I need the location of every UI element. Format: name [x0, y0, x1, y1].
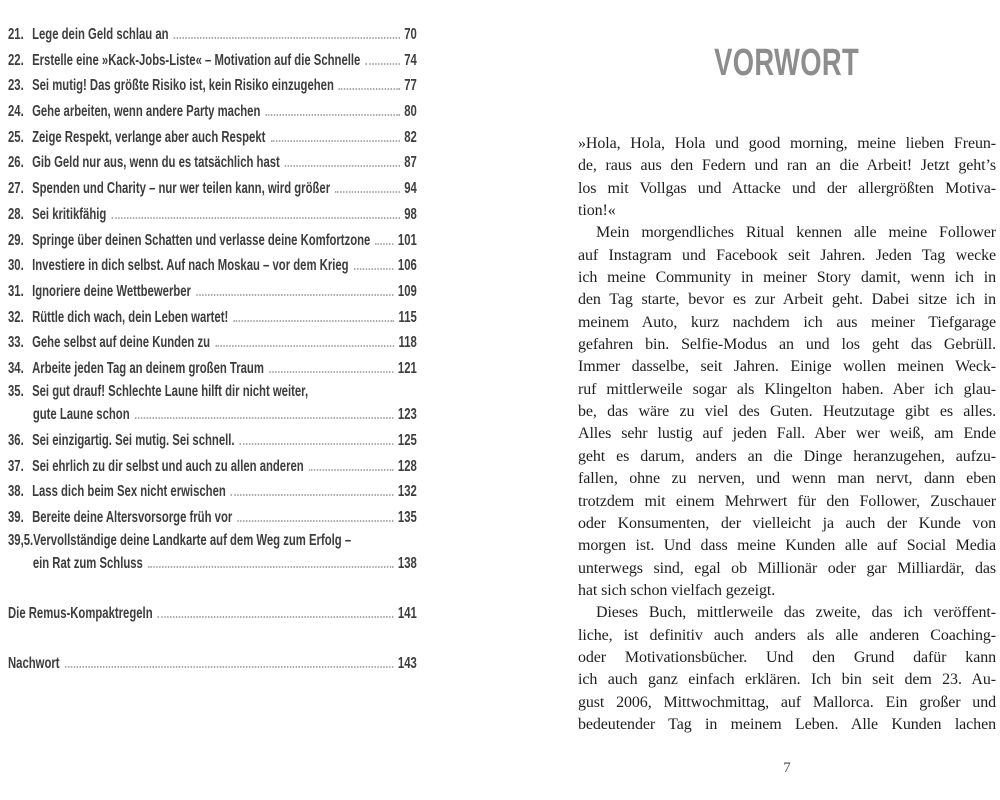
toc-entry-page: 80 — [404, 103, 417, 121]
body-line: ruf mittlerweile sogar als Klingelton haben. Aber ich glau- — [578, 380, 996, 398]
toc-entry-title: Vervollständige deine Landkarte auf dem Weg zum Erfolg – — [33, 531, 352, 549]
toc-entry-page: 98 — [404, 205, 417, 223]
toc-entry-title: Spenden und Charity – nur wer teilen kann, wird größer — [32, 180, 331, 198]
toc-entry-number: 29. — [8, 231, 24, 249]
toc-extra-page: 143 — [397, 655, 417, 673]
toc-entry — [8, 330, 417, 356]
toc-entry-page: 118 — [398, 334, 417, 352]
toc-entry-title: Erstelle eine »Kack-Jobs-Liste« – Motivation auf die Schnelle — [32, 51, 361, 69]
body-line: meinem Auto, kurz nachdem ich aus meiner Tiefgarage — [578, 313, 996, 331]
body-line: Immer dasselbe, seit Jahren. Einige wollen meinen Weck- — [578, 358, 996, 376]
body-line: liche, ist definitiv auch anders als alle anderen Coaching- — [578, 626, 996, 644]
toc-entry — [8, 150, 417, 176]
toc-entry — [8, 202, 417, 228]
body-line: morgen ist. Und dass meine Kunden alle auf Social Media — [578, 537, 996, 555]
body-line: trotzdem mit einem Mehrwert für den Follower, Zuschauer — [578, 492, 996, 510]
body-line: Mein morgendliches Ritual kennen alle meine Follower — [596, 224, 996, 242]
toc-entry-page: 101 — [397, 231, 417, 249]
toc-entry-number: 22. — [8, 51, 24, 69]
toc-entry-page: 138 — [397, 555, 417, 573]
toc-entry-title: Gehe arbeiten, wenn andere Party machen — [32, 103, 261, 121]
toc-entry-number: 33. — [8, 334, 24, 352]
toc-entry-page: 125 — [397, 431, 417, 449]
dot-leader — [354, 268, 394, 270]
body-line: Alles sehr lustig auf jeden Fall. Aber wer weiß, am Ende — [578, 425, 996, 443]
dot-leader — [269, 371, 394, 373]
dot-leader — [237, 520, 393, 522]
body-line: oder Motivationsbücher. Und den Grund dafür kann — [578, 648, 996, 666]
toc-entry-title: Lass dich beim Sex nicht erwischen — [32, 483, 226, 501]
toc-entry-continuation — [8, 551, 417, 577]
toc-entry-number: 30. — [8, 257, 24, 275]
toc-entry-page: 106 — [397, 257, 417, 275]
toc-entry — [8, 125, 417, 151]
dot-leader — [231, 494, 394, 496]
toc-entry — [8, 531, 417, 552]
toc-scale-wrapper — [8, 22, 417, 677]
toc-entry-title: Ignoriere deine Wettbewerber — [32, 282, 191, 300]
body-line: oder Konsumenten, der vielleicht ja auch der Kunde von — [578, 514, 996, 532]
dot-leader — [335, 191, 400, 193]
toc-entry-title: Gib Geld nur aus, wenn du es tatsächlich hast — [32, 154, 280, 172]
toc-entry-number: 24. — [8, 103, 24, 121]
toc-entry-title: Sei kritikfähig — [32, 205, 107, 223]
dot-leader — [309, 469, 394, 471]
toc-entry-title: Lege dein Geld schlau an — [32, 26, 169, 43]
toc-entry-page: 70 — [404, 26, 417, 43]
dot-leader — [215, 345, 394, 347]
toc-entry-page: 132 — [397, 483, 417, 501]
body-line: de, raus aus den Federn und ran an die Arbeit! Jetzt geht’s — [578, 157, 996, 175]
toc-entry-title: Springe über deinen Schatten und verlasse deine Komfortzone — [32, 231, 371, 249]
toc-entry — [8, 382, 417, 403]
toc-entry — [8, 48, 417, 74]
toc-entry — [8, 505, 417, 531]
toc-entry-number: 37. — [8, 457, 24, 475]
body-line: Dieses Buch, mittlerweile das zweite, das ich veröffent- — [596, 604, 996, 622]
toc-entry-title: Sei gut drauf! Schlechte Laune hilft dir nicht weiter, — [32, 382, 309, 400]
body-line: los mit Vollgas und Attacke und der allergrößten Motiva- — [578, 179, 996, 197]
body-line: ich auch ganz einfach erklären. Ich bin seit dem 23. Au- — [578, 671, 996, 689]
toc-entry-title: Investiere in dich selbst. Auf nach Moskau – vor dem Krieg — [32, 257, 349, 275]
body-line: hat sich schon vielfach gezeigt. — [578, 581, 776, 599]
toc-entry — [8, 99, 417, 125]
toc-entry-page: 87 — [404, 154, 417, 172]
body-line: auf Instagram und Facebook seit Jahren. Jeden Tag wecke — [578, 246, 996, 264]
toc-entry — [8, 279, 417, 305]
toc-entry-number: 27. — [8, 180, 24, 198]
toc-entry-title: Sei mutig! Das größte Risiko ist, kein Risiko einzugehen — [32, 77, 334, 95]
toc-entry-number: 28. — [8, 205, 24, 223]
dot-leader — [365, 63, 399, 65]
body-line: be, das wäre zu viel des Guten. Heutzutage gibt es alles. — [578, 403, 996, 421]
toc-list — [8, 22, 417, 677]
toc-entry-number: 32. — [8, 308, 24, 326]
toc-extra-title: Die Remus-Kompaktregeln — [8, 605, 153, 623]
toc-entry-page: 82 — [404, 128, 417, 146]
toc-entry-page: 123 — [397, 406, 417, 424]
toc-entry-number: 23. — [8, 77, 24, 95]
toc-entry-title: Sei einzigartig. Sei mutig. Sei schnell. — [32, 431, 235, 449]
toc-entry-title: Bereite deine Altersvorsorge früh vor — [32, 508, 233, 526]
toc-entry-number: 35. — [8, 382, 24, 400]
toc-page — [8, 22, 417, 782]
toc-entry-title-line2: gute Laune schon — [32, 406, 130, 424]
toc-entry-page: 74 — [404, 51, 417, 69]
toc-entry-number: 39,5. — [8, 531, 34, 549]
dot-leader — [135, 417, 394, 419]
body-line: gefahren bin. Selfie-Modus an und los geht das Gebrüll. — [578, 336, 996, 354]
dot-leader — [65, 666, 394, 668]
body-text — [578, 133, 996, 736]
toc-entry — [8, 305, 417, 331]
dot-leader — [148, 566, 394, 568]
body-line: bedeutender Tag in meinem Leben. Alle Kunden lachen — [578, 715, 996, 733]
dot-leader — [196, 294, 393, 296]
body-line: »Hola, Hola, Hola und good morning, meine lieben Freun- — [578, 135, 996, 152]
dot-leader — [339, 88, 400, 90]
toc-entry-page: 121 — [397, 359, 417, 377]
toc-entry — [8, 454, 417, 480]
toc-entry-number: 21. — [8, 26, 24, 43]
body-line: den Tag starte, bevor es zur Arbeit geht. Dabei sitze ich in — [578, 291, 996, 309]
toc-entry-page: 128 — [397, 457, 417, 475]
chapter-title-wrap — [578, 42, 996, 85]
page-number: 7 — [783, 760, 791, 776]
toc-entry — [8, 479, 417, 505]
body-line: unterwegs sind, egal ob Millionär oder gar Milliardär, das — [578, 559, 996, 577]
toc-entry-number: 26. — [8, 154, 24, 172]
toc-entry-number: 34. — [8, 359, 24, 377]
toc-entry-title: Rüttle dich wach, dein Leben wartet! — [32, 308, 229, 326]
body-line: gust 2006, Mittwochmittag, auf Mallorca. Ein großer und — [578, 693, 996, 711]
toc-entry-page: 135 — [397, 508, 417, 526]
toc-entry-number: 25. — [8, 128, 24, 146]
toc-entry — [8, 356, 417, 382]
toc-entry-page: 77 — [404, 77, 417, 95]
dot-leader — [174, 37, 400, 39]
toc-entry — [8, 428, 417, 454]
toc-entry-title: Sei ehrlich zu dir selbst und auch zu allen anderen — [32, 457, 304, 475]
toc-extra-entry — [8, 601, 417, 627]
dot-leader — [158, 616, 394, 618]
body-line: geht es darum, anders an die Dinge heranzugehen, aufzu- — [578, 447, 996, 465]
toc-entry-number: 31. — [8, 282, 24, 300]
dot-leader — [240, 443, 394, 445]
dot-leader — [111, 217, 399, 219]
toc-entry-title-line2: ein Rat zum Schluss — [32, 555, 143, 573]
toc-entry — [8, 253, 417, 279]
toc-entry-title: Zeige Respekt, verlange aber auch Respekt — [32, 128, 266, 146]
toc-entry — [8, 176, 417, 202]
toc-extra-entry — [8, 651, 417, 677]
dot-leader — [285, 165, 400, 167]
toc-entry-title: Arbeite jeden Tag an deinem großen Traum — [32, 359, 264, 377]
dot-leader — [233, 320, 394, 322]
toc-entry-page: 109 — [397, 282, 417, 300]
toc-entry-continuation — [8, 402, 417, 428]
toc-extra-title: Nachwort — [8, 655, 60, 673]
toc-entry-number: 38. — [8, 483, 24, 501]
toc-entry-page: 115 — [398, 308, 417, 326]
dot-leader — [375, 243, 393, 245]
vorwort-page — [578, 0, 996, 800]
chapter-title: VORWORT — [714, 42, 860, 84]
body-line: fallen, ohne zu nerven, und wenn man nervt, dann eben — [578, 470, 996, 488]
toc-entry-title: Gehe selbst auf deine Kunden zu — [32, 334, 211, 352]
body-line: tion!« — [578, 202, 616, 220]
dot-leader — [271, 140, 400, 142]
toc-extra-page: 141 — [397, 605, 417, 623]
dot-leader — [265, 114, 399, 116]
body-line: ich meine Community in meiner Story damit, wenn ich in — [578, 269, 996, 287]
toc-entry-number: 39. — [8, 508, 24, 526]
toc-entry-page: 94 — [404, 180, 417, 198]
toc-entry — [8, 22, 417, 48]
toc-entry — [8, 73, 417, 99]
toc-entry-number: 36. — [8, 431, 24, 449]
toc-entry — [8, 228, 417, 254]
